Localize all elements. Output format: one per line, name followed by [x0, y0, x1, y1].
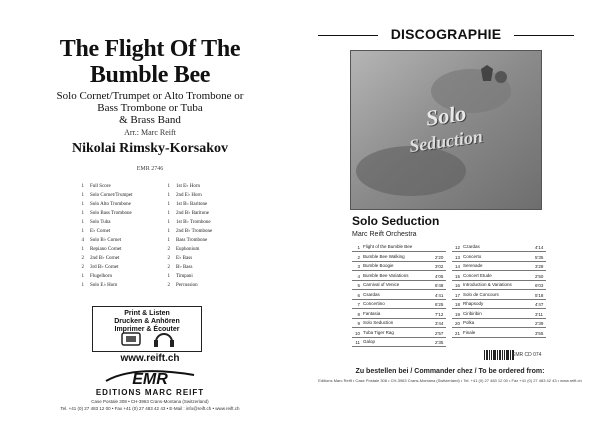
- heading-rule: [318, 35, 378, 36]
- part-row: [74, 265, 118, 271]
- track-row: [452, 311, 543, 317]
- track-divider: [352, 270, 446, 271]
- track-row: [352, 320, 443, 326]
- part-name: 2nd B♭ Trombone: [176, 229, 213, 234]
- part-row: [74, 202, 131, 208]
- track-divider: [352, 346, 446, 347]
- track-title: Ciribiribin: [463, 310, 482, 316]
- track-title: Czardas: [463, 244, 480, 249]
- track-number: 15: [454, 273, 460, 279]
- track-duration: 6'48: [435, 283, 444, 288]
- track-number: 17: [454, 292, 460, 298]
- cd-number: EMR CD 074: [512, 352, 542, 358]
- title-line-2: Bumble Bee: [89, 62, 211, 88]
- part-row: [74, 247, 122, 253]
- track-number: 11: [355, 340, 360, 345]
- part-name: B♭ Bass: [176, 265, 193, 270]
- part-count: 1: [167, 211, 170, 216]
- publisher-name: EDITIONS MARC REIFT: [95, 388, 205, 397]
- part-name: 1st B♭ Trombone: [176, 220, 211, 225]
- track-number: 16: [454, 283, 460, 288]
- part-row: [160, 256, 192, 262]
- part-name: Solo Bass Trombone: [90, 211, 132, 216]
- track-row: [352, 330, 443, 336]
- catalog-number: EMR 2746: [136, 166, 164, 172]
- track-divider: [352, 280, 446, 281]
- track-divider: [352, 261, 446, 262]
- track-divider: [352, 299, 446, 300]
- part-count: 2: [81, 265, 84, 270]
- cover-title: Solo: [424, 100, 468, 131]
- part-name: Solo Cornet/Trumpet: [90, 193, 133, 198]
- discography-heading: DISCOGRAPHIE: [390, 26, 502, 42]
- part-count: 1: [167, 274, 170, 279]
- track-duration: 7'12: [435, 311, 444, 317]
- part-name: 1st B♭ Baritone: [176, 202, 208, 207]
- part-name: Solo Tuba: [90, 220, 111, 225]
- track-row: [352, 254, 443, 260]
- part-count: 1: [81, 220, 84, 225]
- part-row: [74, 220, 110, 226]
- part-name: 2nd B♭ Cornet: [90, 256, 120, 261]
- track-number: 12: [454, 245, 460, 250]
- track-row: [452, 292, 543, 298]
- track-divider: [352, 308, 446, 309]
- track-title: Finale: [463, 329, 476, 335]
- track-number: 21: [454, 330, 460, 336]
- part-count: 2: [167, 283, 170, 288]
- part-row: [160, 238, 207, 244]
- track-divider: [452, 327, 546, 328]
- track-divider: [452, 299, 546, 300]
- part-row: [74, 274, 112, 280]
- track-duration: 2'39: [535, 321, 544, 326]
- part-name: Euphonium: [176, 247, 200, 252]
- part-name: Full Score: [90, 184, 111, 189]
- emr-logo-icon: [104, 367, 196, 387]
- track-row: [452, 263, 543, 269]
- track-divider: [452, 261, 546, 262]
- track-number: 18: [454, 302, 460, 307]
- track-divider: [452, 337, 546, 338]
- track-duration: 2'20: [435, 254, 444, 260]
- track-duration: 5'18: [535, 292, 544, 298]
- part-row: [74, 229, 110, 235]
- composer: Nikolai Rimsky-Korsakov: [72, 141, 228, 156]
- part-name: Solo B♭ Cornet: [90, 238, 121, 243]
- part-row: [74, 256, 119, 262]
- discography-footer: Editions Marc Reift • Case Postale 308 • CH-3963 Crans-Montana (Switzerland) • Tel. +41 (0) 27 483 12 00 • Fax +41 (0) 27 483 42 43 • www.reift.ch: [318, 378, 582, 383]
- instrumentation-line: & Brass Band: [119, 114, 181, 126]
- publisher-contact: Tel. +41 (0) 27 483 12 00 • Fax +41 (0) 27 483 42 43 • E-Mail : info@reift.ch • www.reift.ch: [60, 406, 240, 411]
- track-number: 2: [357, 254, 360, 260]
- track-row: [452, 282, 543, 288]
- part-name: Solo E♭ Horn: [90, 283, 118, 288]
- track-divider: [452, 270, 546, 271]
- part-count: 1: [167, 229, 170, 234]
- print-line: Drucken & Anhören: [114, 318, 180, 325]
- track-title: Carnival of Venice: [363, 282, 400, 287]
- track-row: [352, 282, 443, 288]
- part-count: 1: [167, 202, 170, 207]
- part-count: 1: [81, 283, 84, 288]
- heading-rule: [514, 35, 574, 36]
- part-row: [74, 238, 121, 244]
- part-name: Repiano Cornet: [90, 247, 122, 252]
- track-duration: 6'25: [435, 302, 444, 307]
- part-count: 1: [81, 202, 84, 207]
- track-row: [352, 292, 443, 298]
- part-name: Timpani: [176, 274, 193, 279]
- track-duration: 3'11: [535, 311, 544, 317]
- part-row: [74, 193, 132, 199]
- part-count: 1: [167, 220, 170, 225]
- track-divider: [452, 308, 546, 309]
- track-number: 13: [454, 254, 460, 260]
- track-row: [452, 273, 543, 279]
- instrumentation-line: Bass Trombone or Tuba: [97, 102, 203, 114]
- album-title: Solo Seduction: [352, 214, 440, 228]
- logo-text: EMR: [132, 371, 168, 387]
- track-title: Rhapsody: [463, 301, 484, 306]
- order-note: Zu bestellen bei / Commander chez / To be ordered from:: [355, 368, 545, 375]
- track-divider: [452, 318, 546, 319]
- track-duration: 2'35: [435, 340, 444, 345]
- track-number: 1: [357, 245, 360, 250]
- title-line-1: The Flight Of The: [59, 36, 241, 62]
- track-divider: [352, 289, 446, 290]
- track-row: [352, 273, 443, 279]
- track-title: Bumble Bee Walking: [363, 253, 405, 259]
- track-duration: 4'47: [535, 302, 544, 307]
- part-name: 2nd B♭ Baritone: [176, 211, 209, 216]
- part-count: 1: [81, 247, 84, 252]
- track-title: Introduction & Variations: [463, 282, 512, 287]
- track-title: Solo de Concours: [463, 291, 499, 297]
- track-divider: [352, 337, 446, 338]
- cover-subtitle: Seduction: [407, 125, 484, 157]
- track-title: Concerto: [463, 253, 482, 259]
- track-title: Flight of the Bumble Bee: [363, 244, 413, 249]
- part-count: 1: [81, 193, 84, 198]
- part-count: 4: [81, 238, 84, 243]
- track-title: Bumble Boogie: [363, 263, 394, 268]
- print-headphone-icon: [118, 330, 178, 348]
- track-title: Solo Seduction: [363, 320, 394, 325]
- track-title: Csardas: [363, 291, 380, 297]
- part-count: 1: [81, 211, 84, 216]
- track-number: 9: [357, 321, 360, 326]
- track-number: 19: [454, 311, 460, 317]
- track-number: 3: [357, 264, 360, 269]
- track-number: 20: [454, 321, 460, 326]
- track-duration: 2'50: [535, 273, 544, 279]
- track-row: [352, 311, 443, 317]
- discography-page: [300, 0, 600, 424]
- track-duration: 2'57: [435, 330, 444, 336]
- part-row: [160, 184, 200, 190]
- track-number: 4: [357, 273, 360, 279]
- track-duration: 3'28: [535, 264, 544, 269]
- part-row: [160, 202, 207, 208]
- part-row: [74, 184, 111, 190]
- part-row: [160, 265, 192, 271]
- instrumentation-line: Solo Cornet/Trumpet or Alto Trombone or: [56, 90, 244, 102]
- track-divider: [452, 289, 546, 290]
- part-count: 1: [81, 184, 84, 189]
- part-count: 1: [81, 274, 84, 279]
- part-row: [74, 283, 117, 289]
- track-duration: 4'14: [535, 245, 544, 250]
- track-title: Concertino: [363, 301, 385, 306]
- track-duration: 3'02: [435, 264, 444, 269]
- track-number: 5: [357, 283, 360, 288]
- publisher-address: Case Postale 308 • CH-3963 Crans-Montana (Switzerland): [91, 399, 209, 404]
- part-row: [74, 211, 132, 217]
- track-row: [452, 330, 543, 336]
- instrumentation: [30, 90, 270, 126]
- track-title: Tuba Tiger Rag: [363, 329, 394, 335]
- track-duration: 6'03: [535, 283, 544, 288]
- print-line: Imprimer & Écouter: [114, 326, 180, 333]
- part-count: 2: [167, 265, 170, 270]
- part-count: 2: [167, 256, 170, 261]
- track-row: [452, 301, 543, 307]
- track-title: Concert Etude: [463, 272, 492, 278]
- track-row: [352, 339, 443, 345]
- track-divider: [452, 251, 546, 252]
- part-count: 1: [167, 184, 170, 189]
- barcode-icon: [484, 350, 514, 360]
- track-row: [352, 263, 443, 269]
- part-name: 1st E♭ Horn: [176, 184, 201, 189]
- part-row: [160, 229, 212, 235]
- part-count: 1: [81, 229, 84, 234]
- track-row: [352, 301, 443, 307]
- track-title: Serenade: [463, 263, 483, 268]
- track-row: [452, 320, 543, 326]
- part-name: Percussion: [176, 283, 198, 288]
- part-row: [160, 211, 209, 217]
- track-number: 7: [357, 302, 360, 307]
- album-cover: [350, 50, 542, 210]
- part-name: 2nd E♭ Horn: [176, 193, 202, 198]
- print-line: Print & Listen: [124, 310, 170, 317]
- track-row: [452, 254, 543, 260]
- track-number: 14: [454, 264, 460, 269]
- track-title: Fantasia: [363, 310, 381, 316]
- part-name: Solo Alto Trombone: [90, 202, 131, 207]
- part-count: 2: [167, 247, 170, 252]
- part-row: [160, 247, 199, 253]
- part-name: Flugelhorn: [90, 274, 112, 279]
- track-duration: 3'44: [435, 321, 444, 326]
- track-number: 8: [357, 311, 360, 317]
- part-name: 3rd B♭ Cornet: [90, 265, 119, 270]
- track-duration: 4'05: [435, 273, 444, 279]
- track-title: Galop: [363, 339, 376, 344]
- performer: Marc Reift Orchestra: [352, 231, 417, 238]
- part-row: [160, 193, 202, 199]
- track-divider: [352, 327, 446, 328]
- track-title: Bumble Bee Variations: [363, 272, 409, 278]
- part-name: Bass Trombone: [176, 238, 208, 243]
- track-number: 10: [354, 330, 360, 336]
- part-count: 1: [167, 193, 170, 198]
- track-title: Polka: [463, 320, 475, 325]
- website-link[interactable]: www.reift.ch: [120, 353, 180, 364]
- track-divider: [352, 251, 446, 252]
- track-duration: 3'55: [535, 330, 544, 336]
- part-row: [160, 283, 198, 289]
- arranger: Arr.: Marc Reift: [124, 128, 176, 137]
- part-row: [160, 274, 193, 280]
- part-count: 1: [167, 238, 170, 243]
- part-name: E♭ Bass: [176, 256, 193, 261]
- part-count: 2: [81, 256, 84, 261]
- track-divider: [352, 318, 446, 319]
- track-duration: 5'35: [535, 254, 544, 260]
- track-row: [352, 244, 435, 250]
- part-name: E♭ Cornet: [90, 229, 111, 234]
- track-divider: [452, 280, 546, 281]
- track-row: [452, 244, 543, 250]
- track-duration: 4'41: [435, 292, 444, 298]
- part-row: [160, 220, 211, 226]
- track-number: 6: [357, 292, 360, 298]
